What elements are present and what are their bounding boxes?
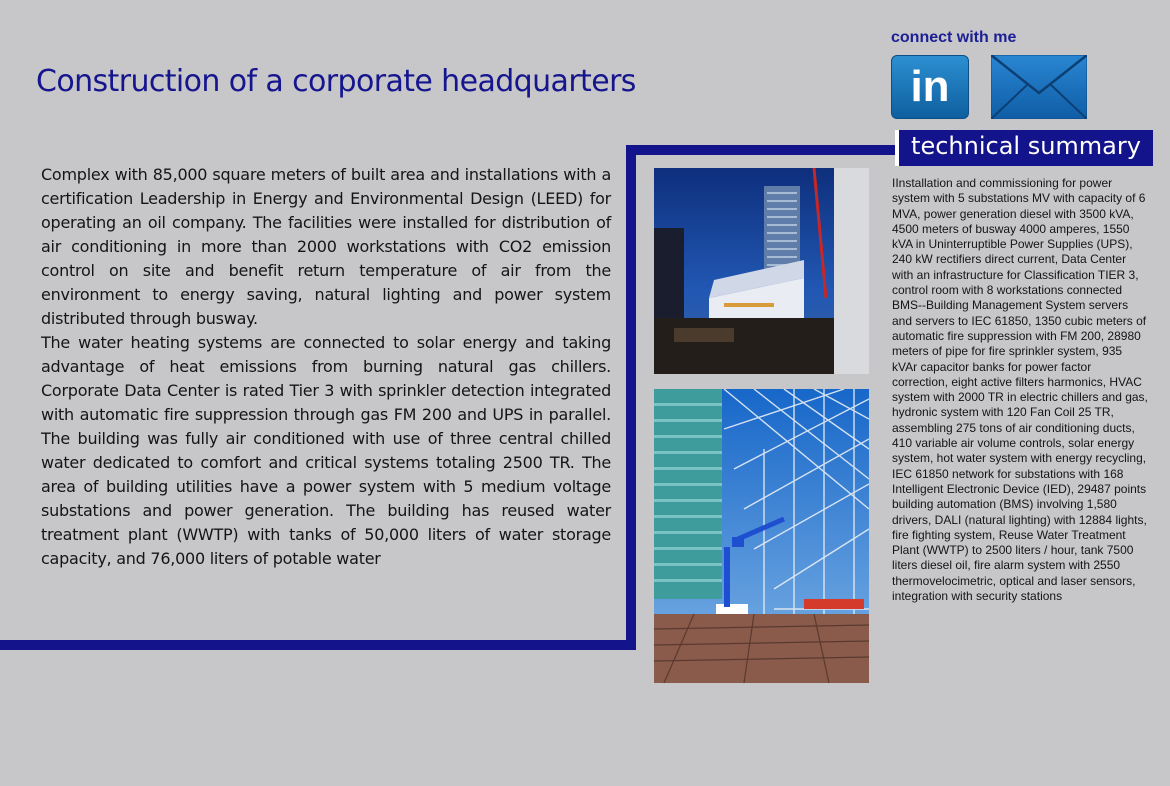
project-description	[41, 163, 611, 571]
frame-top-border	[626, 145, 895, 155]
connect-heading: connect with me	[891, 29, 1017, 46]
description-paragraph-2: The water heating systems are connected to solar energy and taking advantage of heat emissions from burning natural gas chillers. Corporate Data Center is rated Tier 3 with sprinkler detection integrated with automatic fire suppression through gas FM 200 and UPS in parallel. The building was fully air conditioned with use of three central chilled water dedicated to comfort and critical systems totaling 2500 TR. The area of building utilities have a power system with 5 medium voltage substations and power generation. The building has reused water treatment plant (WWTP) with tanks of 50,000 liters of water storage capacity, and 76,000 liters of potable water	[41, 333, 611, 568]
frame-vertical-border	[626, 145, 636, 650]
envelope-icon[interactable]	[991, 55, 1087, 119]
page-title: Construction of a corporate headquarters	[36, 64, 636, 99]
description-paragraph-1: Complex with 85,000 square meters of built area and installations with a certification Leadership in Energy and Environmental Design (LEED) for operating an oil company. The facilities were installed for distribution of air conditioning in more than 2000 workstations with CO2 emission control on site and benefit return temperature of air from the environment to energy saving, natural lighting and power system distributed through busway.	[41, 165, 611, 328]
building-night-photo	[654, 168, 869, 374]
technical-summary-heading: technical summary	[895, 130, 1153, 166]
frame-bottom-border	[0, 640, 636, 650]
linkedin-icon[interactable]: in	[891, 55, 969, 119]
steel-structure-photo	[654, 389, 869, 683]
technical-summary-text: IInstallation and commissioning for power system with 5 substations MV with capacity of 6 MVA, power generation diesel with 3500 kVA, 4500 meters of busway 4000 amperes, 1550 kVA in Uninterruptible Power Supplies (UPS), 240 kW rectifiers direct current, Data Center with an infrastructure for Classification TIER 3, control room with 8 workstations connected BMS--Building Management System servers and servers to IEC 61850, 1350 cubic meters of automatic fire suppression with FM 200, 28980 meters of pipe for fire sprinkler system, 935 kVAr capacitor banks for power factor correction, eight active filters harmonics, HVAC system with 2000 TR in electric chillers and gas, hydronic system with 120 Fan Coil 25 TR, assembling 275 tons of air conditioning ducts, 410 variable air volume controls, solar energy system, hot water system with energy recycling, IEC 61850 network for substations with 168 Intelligent Electronic Device (IED), 29487 points building automation (BMS) involving 1,580 drivers, DALI (natural lighting) with 12884 lights, fire fighting system, Reuse Water Treatment Plant (WWTP) to 2500 liters / hour, tank 7500 liters diesel oil, fire alarm system with 2550 thermovelocimetric, optical and laser sensors, integration with security stations	[892, 176, 1148, 604]
